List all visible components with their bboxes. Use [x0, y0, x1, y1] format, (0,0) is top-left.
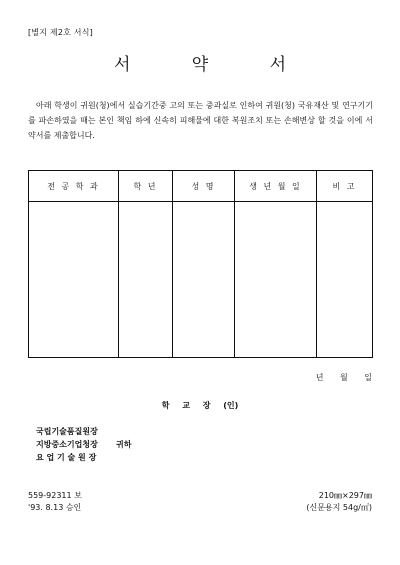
header-remarks: 비 고	[317, 171, 373, 202]
cell-department[interactable]	[29, 202, 119, 358]
cell-remarks[interactable]	[317, 202, 373, 358]
recipients-block	[36, 425, 131, 464]
header-grade: 학 년	[119, 171, 173, 202]
approval-date: '93. 8.13 승인	[28, 503, 82, 512]
cell-grade[interactable]	[119, 202, 173, 358]
table-entry-row	[29, 202, 373, 358]
form-number-label: [별지 제2호 서식]	[28, 28, 93, 37]
paper-size: 210㎜×297㎜	[318, 491, 372, 500]
date-line: 년 월 일	[315, 373, 372, 382]
cell-name[interactable]	[173, 202, 235, 358]
header-department: 전 공 학 과	[29, 171, 119, 202]
header-birthdate: 생 년 월 일	[235, 171, 317, 202]
footer-left	[28, 490, 82, 514]
pledge-statement: 아래 학생이 귀원(청)에서 실습기간중 고의 또는 중과실로 인하여 귀원(청) 국유재산 및 연구기기를 파손하였을 때는 본인 책임 하에 신속히 피해물에 대한 복원조치 또는 손해변상 할 것을 이에 서약서를 제출합니다.	[28, 101, 373, 140]
header-name: 성 명	[173, 171, 235, 202]
recipient-2: 지방중소기업청장	[36, 440, 98, 449]
cell-birthdate[interactable]	[235, 202, 317, 358]
title-char-3: 서	[269, 55, 287, 75]
table-header-row	[29, 171, 373, 202]
form-code: 559-92311 보	[28, 491, 82, 500]
paper-type: (신문용지 54g/㎡)	[306, 503, 372, 512]
title-char-2: 약	[191, 55, 209, 75]
document-title	[0, 50, 400, 75]
principal-signature-line: 학 교 장 (인)	[161, 401, 239, 410]
footer-right	[306, 490, 372, 514]
recipient-1: 국립기술품질원장	[36, 427, 98, 436]
recipient-3: 요 업 기 술 원 장	[36, 453, 97, 462]
recipient-suffix: 귀하	[116, 440, 132, 449]
student-info-table	[28, 170, 373, 358]
title-char-1: 서	[113, 55, 131, 75]
